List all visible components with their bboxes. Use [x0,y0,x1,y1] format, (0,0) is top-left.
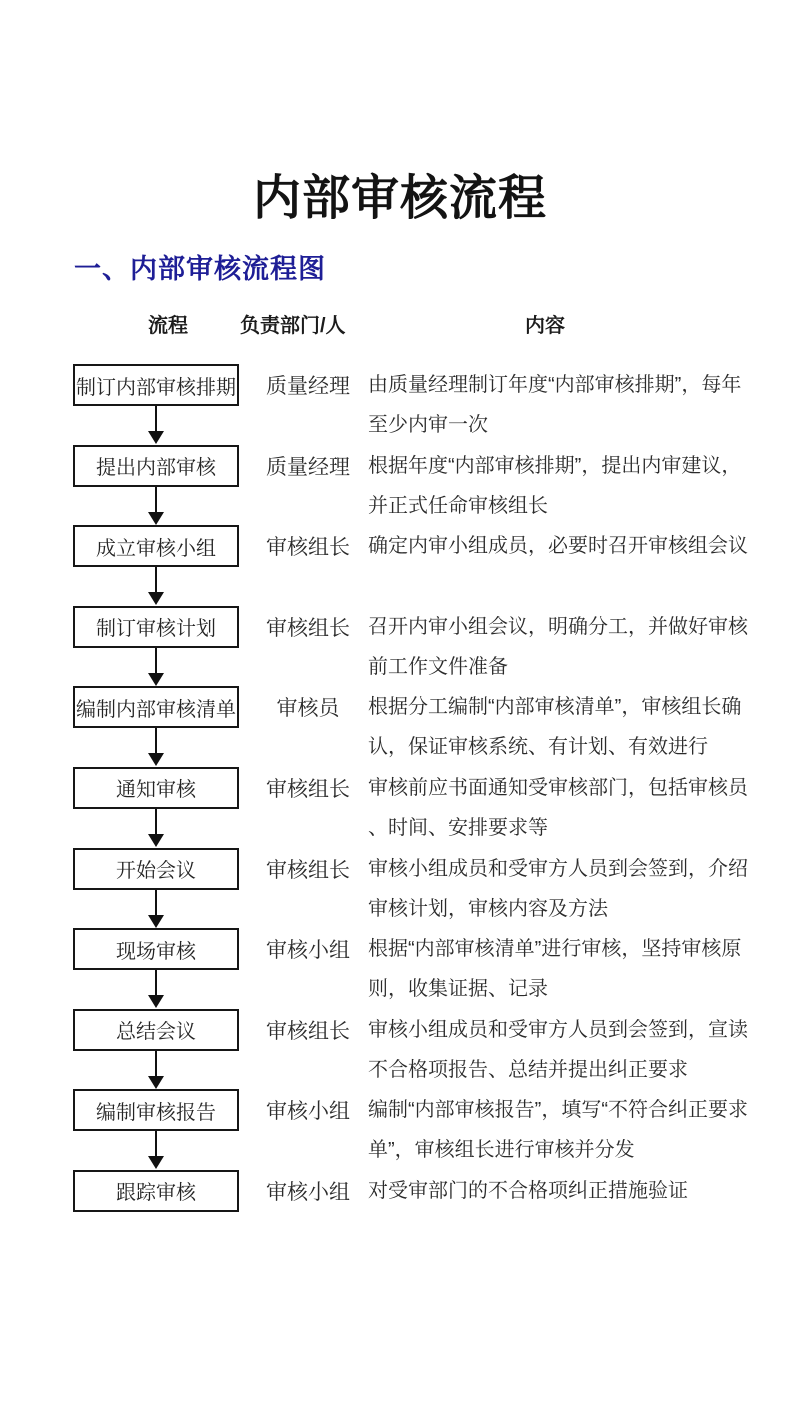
down-arrow-icon [148,487,164,525]
flow-row-11 [0,1170,800,1251]
down-arrow-icon [148,728,164,766]
flow-description: 召开内审小组会议，明确分工，并做好审核前工作文件准备 [368,615,748,678]
flow-owner-label: 审核小组 [266,1100,350,1124]
flow-description: 对受审部门的不合格项纠正措施验证 [368,1179,688,1202]
page-title: 内部审核流程 [252,172,547,225]
down-arrow-icon [148,567,164,605]
flow-description: 由质量经理制订年度“内部审核排期”，每年至少内审一次 [368,374,742,436]
flow-step-box [73,1170,239,1212]
down-arrow-icon [148,809,164,847]
flow-step-box [73,686,239,728]
flow-step-label: 通知审核 [116,779,196,802]
flow-step-box [73,767,239,809]
flowchart [0,364,800,1251]
flow-owner-label: 审核组长 [266,777,350,801]
flow-description: 编制“内部审核报告”，填写“不符合纠正要求单”，审核组长进行审核并分发 [368,1099,748,1162]
flow-owner-label: 质量经理 [266,455,350,479]
flow-row-8 [0,928,800,1009]
flow-step-label: 现场审核 [116,940,196,963]
flow-row-3 [0,525,800,606]
down-arrow-icon [148,648,164,686]
flow-step-label: 总结会议 [116,1021,196,1044]
flow-owner-label: 审核组长 [266,858,350,882]
flow-description: 根据分工编制“内部审核清单”，审核组长确认，保证审核系统、有计划、有效进行 [368,696,742,759]
flow-owner-label: 审核员 [276,697,340,721]
flow-step-label: 编制内部审核清单 [76,698,236,721]
flow-row-9 [0,1009,800,1090]
down-arrow-icon [148,406,164,444]
flow-row-2 [0,445,800,526]
flow-step-box [73,928,239,970]
flow-owner-label: 审核组长 [266,1019,350,1043]
flow-step-box [73,1089,239,1131]
flow-step-label: 制订审核计划 [96,618,216,641]
flow-row-5 [0,686,800,767]
flow-description: 根据“内部审核清单”进行审核，坚持审核原则，收集证据、记录 [368,938,742,1001]
flow-row-7 [0,848,800,929]
flow-step-box [73,445,239,487]
flow-step-label: 制订内部审核排期 [76,376,236,399]
flow-row-4 [0,606,800,687]
flow-description: 审核小组成员和受审方人员到会签到，介绍审核计划，审核内容及方法 [368,857,748,920]
down-arrow-icon [148,890,164,928]
flow-owner-label: 审核小组 [266,1180,350,1204]
flow-step-label: 成立审核小组 [96,537,216,560]
flow-row-10 [0,1089,800,1170]
column-header-owner: 负责部门/人 [240,315,346,337]
flow-row-6 [0,767,800,848]
flow-owner-label: 质量经理 [266,375,350,398]
flow-step-label: 提出内部审核 [96,457,216,480]
flow-step-box [73,606,239,648]
flow-step-box [73,848,239,890]
flow-step-label: 编制审核报告 [96,1101,216,1124]
flow-step-box [73,364,239,406]
flow-step-box [73,1009,239,1051]
flow-owner-label: 审核组长 [266,616,350,640]
flow-step-box [73,525,239,567]
down-arrow-icon [148,1131,164,1169]
flow-description: 审核小组成员和受审方人员到会签到，宣读不合格项报告、总结并提出纠正要求 [368,1018,748,1081]
column-header-process: 流程 [148,315,188,337]
flow-row-1 [0,364,800,445]
flow-owner-label: 审核小组 [266,939,350,963]
flow-step-label: 跟踪审核 [116,1182,196,1205]
flow-description: 根据年度“内部审核排期”，提出内审建议，并正式任命审核组长 [368,454,742,517]
flow-owner-label: 审核组长 [266,536,350,560]
flow-description: 确定内审小组成员，必要时召开审核组会议 [368,535,748,558]
section-heading: 一、内部审核流程图 [74,254,326,284]
flow-description: 审核前应书面通知受审核部门，包括审核员、时间、安排要求等 [368,776,748,839]
down-arrow-icon [148,1051,164,1089]
column-header-content: 内容 [525,315,565,337]
down-arrow-icon [148,970,164,1008]
flow-step-label: 开始会议 [116,860,196,883]
